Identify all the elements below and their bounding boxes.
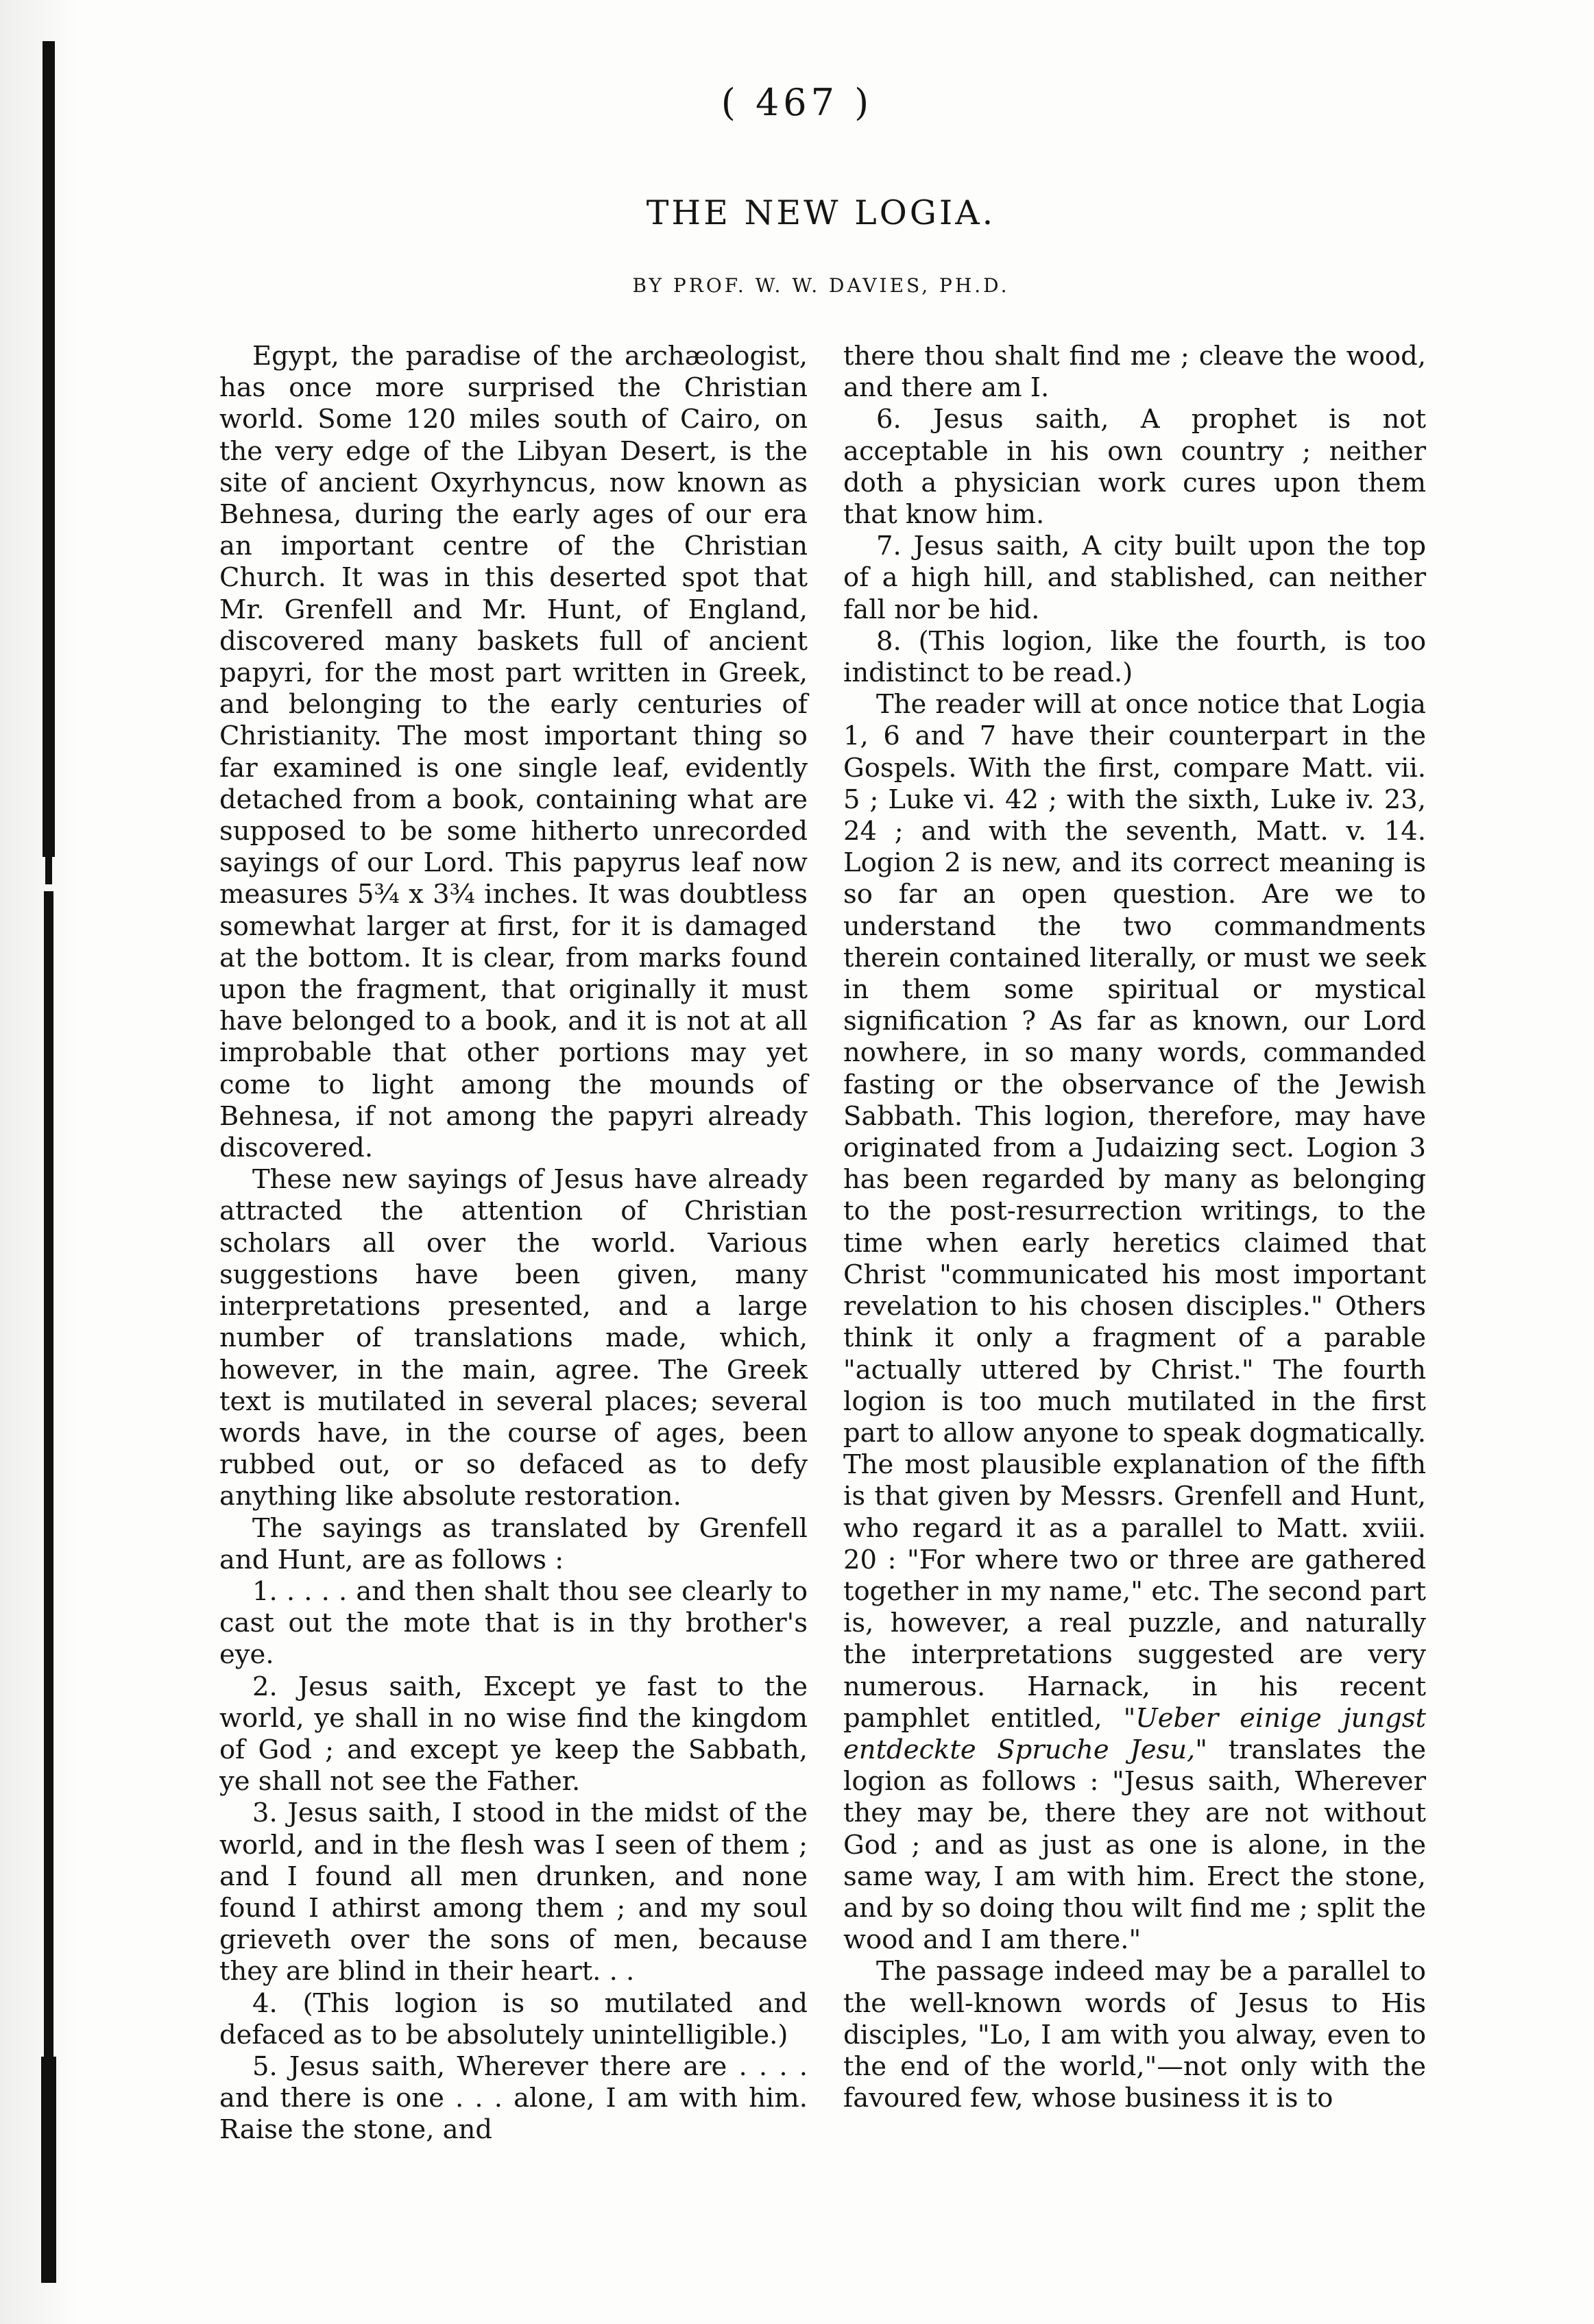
binding-edge	[45, 857, 52, 884]
commentary-paragraph	[843, 689, 1426, 1956]
closing-paragraph: The passage indeed may be a parallel to the well-known words of Jesus to His disciples, "Lo, I am with you alway, even to the end of the world,"—not only with the favoured few, whose business it is to	[843, 1956, 1426, 2114]
article-byline: BY PROF. W. W. DAVIES, PH.D.	[632, 274, 1010, 297]
paragraph: Egypt, the paradise of the archæologist, has once more surprised the Christian world. Some 120 miles south of Cairo, on the very edge of the Libyan Desert, is the site of ancient Oxyrhyncus, now known as Behnesa, during the early ages of our era an important centre of the Christian Church. It was in this deserted spot that Mr. Grenfell and Mr. Hunt, of England, discovered many baskets full of ancient papyri, for the most part written in Greek, and belonging to the early centuries of Christianity. The most important thing so far examined is one single leaf, evidently detached from a book, containing what are supposed to be some hitherto unrecorded sayings of our Lord. This papyrus leaf now measures 5¾ x 3¾ inches. It was doubtless somewhat larger at first, for it is damaged at the bottom. It is clear, from marks found upon the fragment, that originally it must have belonged to a book, and it is not at all improbable that other portions may yet come to light among the mounds of Behnesa, if not among the papyri already discovered.	[219, 341, 808, 1164]
commentary-text: The reader will at once notice that Logia 1, 6 and 7 have their counterpart in the Gospels. With the first, compare Matt. vii. 5 ; Luke vi. 42 ; with the sixth, Luke iv. 23, 24 ; and with the seventh, Matt. v. 14. Logion 2 is new, and its correct meaning is so far an open question. Are we to understand the two commandments therein contained literally, or must we seek in them some spiritual or mystical signification ? As far as known, our Lord nowhere, in so many words, commanded fasting or the observance of the Jewish Sabbath. This logion, therefore, may have originated from a Judaizing sect. Logion 3 has been regarded by many as belonging to the post-resurrection writings, to the time when early heretics claimed that Christ "communicated his most important revelation to his chosen disciples." Others think it only a fragment of a parable "actually uttered by Christ." The fourth logion is too much mutilated in the first part to allow anyone to speak dogmatically. The most plausible explanation of the fifth is that given by Messrs. Grenfell and Hunt, who regard it as a parallel to Matt. xviii. 20 : "For where two or three are gathered together in my name," etc. The second part is, however, a real puzzle, and naturally the interpretations suggested are very numerous. Harnack, in his recent pamphlet entitled,	[843, 689, 1426, 1734]
paragraph: These new sayings of Jesus have already attracted the attention of Christian scholars all over the world. Various suggestions have been given, many interpretations presented, and a large number of translations made, which, however, in the main, agree. The Greek text is mutilated in several places; several words have, in the course of ages, been rubbed out, or so defaced as to defy anything like absolute restoration.	[219, 1164, 808, 1512]
harnack-pamphlet-title: "Ueber einige jungst entdeckte Spruche Jesu,"	[843, 1702, 1426, 1765]
harnack-translation: translates the logion as follows : "Jesus saith, Wherever they may be, there they are not without God ; and as just as one is alone, in the same way, I am with him. Erect the stone, and by so doing thou wilt find me ; split the wood and I am there."	[843, 1734, 1426, 1956]
right-column	[843, 341, 1426, 2114]
logion-5: 5. Jesus saith, Wherever there are . . . . and there is one . . . alone, I am with him. Raise the stone, and	[219, 2050, 808, 2146]
article-title: THE NEW LOGIA.	[646, 193, 996, 232]
binding-edge	[41, 2057, 56, 2283]
logion-2: 2. Jesus saith, Except ye fast to the world, ye shall in no wise find the kingdom of God ; and except ye keep the Sabbath, ye shall not see the Father.	[219, 1671, 808, 1798]
logion-7: 7. Jesus saith, A city built upon the top of a high hill, and stablished, can neither fall nor be hid.	[843, 531, 1426, 625]
logion-4: 4. (This logion is so mutilated and defaced as to be absolutely unintelligible.)	[219, 1987, 808, 2050]
binding-edge	[43, 41, 55, 857]
left-column	[219, 341, 808, 2146]
logion-8: 8. (This logion, like the fourth, is too indistinct to be read.)	[843, 625, 1426, 689]
logion-5-continued: there thou shalt find me ; cleave the wood, and there am I.	[843, 341, 1426, 404]
logion-1: 1. . . . . and then shalt thou see clearly to cast out the mote that is in thy brother's eye.	[219, 1575, 808, 1671]
logion-3: 3. Jesus saith, I stood in the midst of the world, and in the flesh was I seen of them ; and I found all men drunken, and none found I athirst among them ; and my soul grieveth over the sons of men, because they are blind in their heart. . .	[219, 1798, 808, 1987]
page-number: ( 467 )	[721, 81, 873, 124]
page-edge-shadow	[0, 0, 79, 2324]
paragraph: The sayings as translated by Grenfell and Hunt, are as follows :	[219, 1512, 808, 1575]
logion-6: 6. Jesus saith, A prophet is not acceptable in his own country ; neither doth a physician work cures upon them that know him.	[843, 404, 1426, 531]
binding-edge	[44, 891, 53, 2057]
